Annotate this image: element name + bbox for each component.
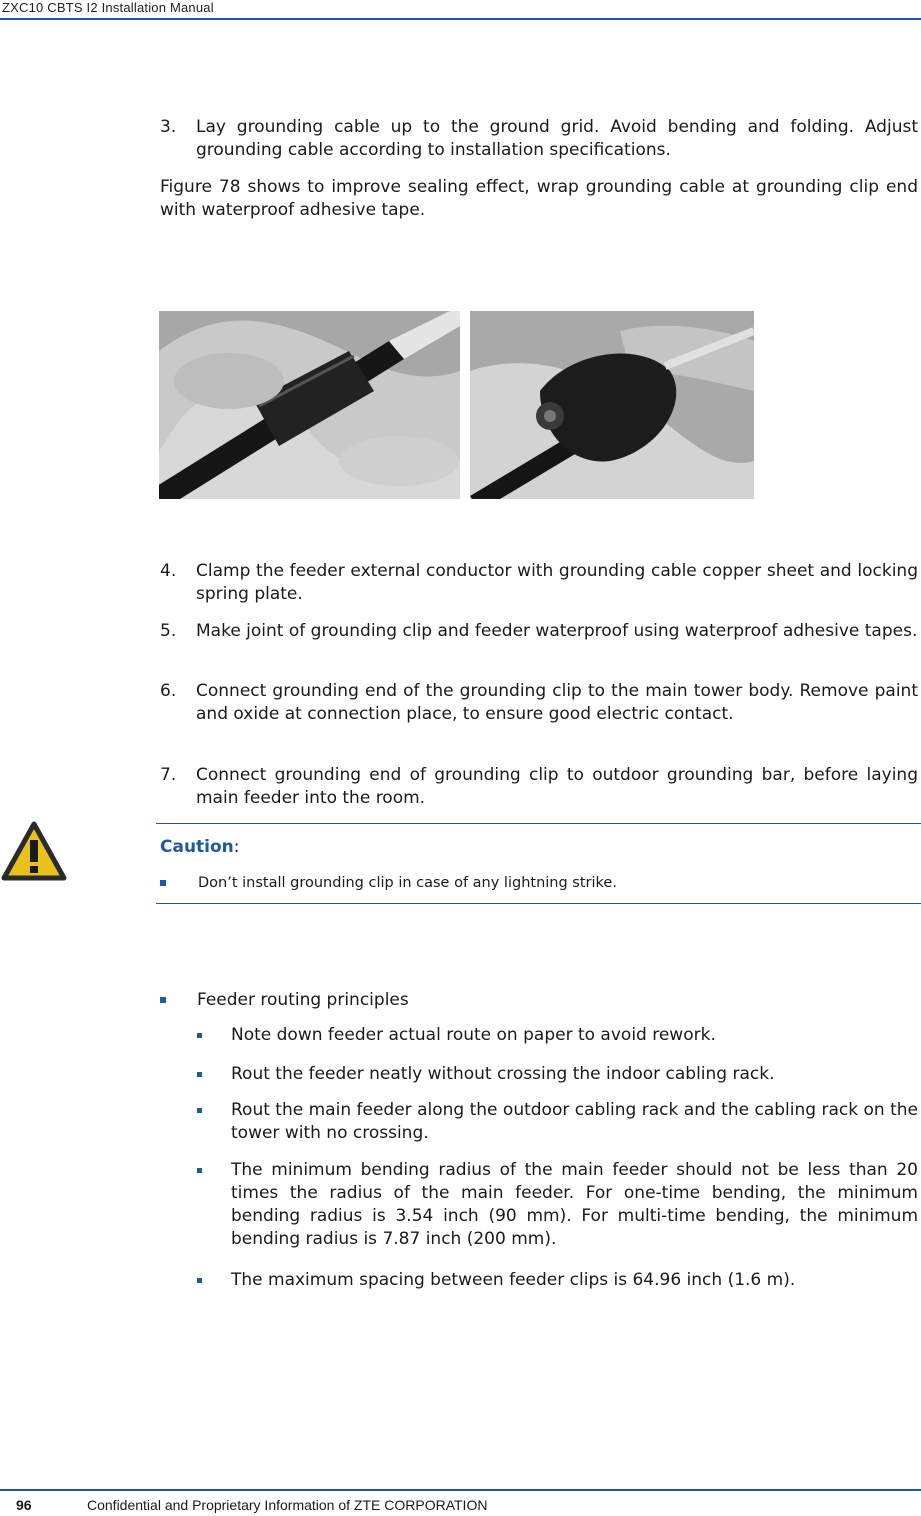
step-number: 4. bbox=[160, 561, 177, 581]
principle-text: Rout the main feeder along the outdoor cabling rack and the cabling rack on the tower with no crossing. bbox=[231, 1100, 918, 1143]
step-number: 7. bbox=[160, 765, 177, 785]
step-text: Connect grounding end of grounding clip to outdoor grounding bar, before laying main feeder into the room. bbox=[196, 765, 918, 808]
square-bullet-icon bbox=[160, 880, 166, 886]
square-bullet-icon bbox=[197, 1168, 202, 1173]
principle-item bbox=[197, 1269, 918, 1292]
principle-item bbox=[197, 1159, 918, 1251]
hand-wrapping-tape-photo bbox=[159, 311, 460, 499]
caution-item-text: Don’t install grounding clip in case of any lightning strike. bbox=[198, 875, 617, 891]
step-text: Connect grounding end of the grounding clip to the main tower body. Remove paint and oxide at connection place, to ensure good electric contact. bbox=[196, 681, 918, 724]
principle-text: Note down feeder actual route on paper to avoid rework. bbox=[231, 1025, 716, 1045]
caution-top-rule bbox=[156, 823, 921, 824]
step-number: 6. bbox=[160, 681, 177, 701]
principle-text: The minimum bending radius of the main feeder should not be less than 20 times the radius of the main feeder. For one-time bending, the minimum bending radius is 3.54 inch (90 mm). For multi-time bending, the minimum bending radius is 7.87 inch (200 mm). bbox=[231, 1160, 918, 1249]
caution-item bbox=[160, 873, 617, 893]
principle-text: Rout the feeder neatly without crossing the indoor cabling rack. bbox=[231, 1064, 775, 1084]
running-header: ZXC10 CBTS I2 Installation Manual bbox=[2, 0, 214, 15]
figure-photo-right bbox=[470, 311, 754, 499]
step-text: Make joint of grounding clip and feeder waterproof using waterproof adhesive tapes. bbox=[196, 621, 918, 641]
step-6 bbox=[160, 680, 918, 726]
square-bullet-icon bbox=[197, 1072, 202, 1077]
principle-item bbox=[197, 1099, 918, 1145]
square-bullet-icon bbox=[197, 1278, 202, 1283]
caution-colon: : bbox=[233, 837, 240, 857]
figure-intro-paragraph: Figure 78 shows to improve sealing effect, wrap grounding cable at grounding clip end with waterproof adhesive tape. bbox=[160, 177, 918, 220]
step-5 bbox=[160, 620, 918, 643]
principles-heading-text: Feeder routing principles bbox=[197, 990, 409, 1010]
step-text: Clamp the feeder external conductor with grounding cable copper sheet and locking spring plate. bbox=[196, 561, 918, 604]
step-3 bbox=[160, 116, 918, 162]
principles-heading bbox=[160, 989, 409, 1012]
step-number: 3. bbox=[160, 117, 177, 137]
principle-item bbox=[197, 1063, 918, 1086]
hand-holding-sealed-clip-photo bbox=[470, 311, 754, 499]
square-bullet-icon bbox=[160, 997, 166, 1003]
footer-confidential-text: Confidential and Proprietary Information of ZTE CORPORATION bbox=[87, 1497, 488, 1513]
step-text: Lay grounding cable up to the ground grid. Avoid bending and folding. Adjust grounding cable according to installation specifications. bbox=[196, 117, 918, 160]
page-number: 96 bbox=[16, 1497, 32, 1513]
caution-bottom-rule bbox=[156, 903, 921, 904]
square-bullet-icon bbox=[197, 1033, 202, 1038]
figure-photo-left bbox=[159, 311, 460, 499]
step-4 bbox=[160, 560, 918, 606]
step-number: 5. bbox=[160, 621, 177, 641]
caution-title-text: Caution bbox=[160, 837, 234, 857]
square-bullet-icon bbox=[197, 1108, 202, 1113]
header-rule bbox=[0, 18, 921, 20]
principle-item bbox=[197, 1024, 918, 1047]
step-7 bbox=[160, 764, 918, 810]
caution-title bbox=[160, 837, 240, 857]
warning-triangle-icon bbox=[0, 820, 68, 884]
footer-rule bbox=[0, 1489, 921, 1491]
principle-text: The maximum spacing between feeder clips is 64.96 inch (1.6 m). bbox=[231, 1270, 796, 1290]
